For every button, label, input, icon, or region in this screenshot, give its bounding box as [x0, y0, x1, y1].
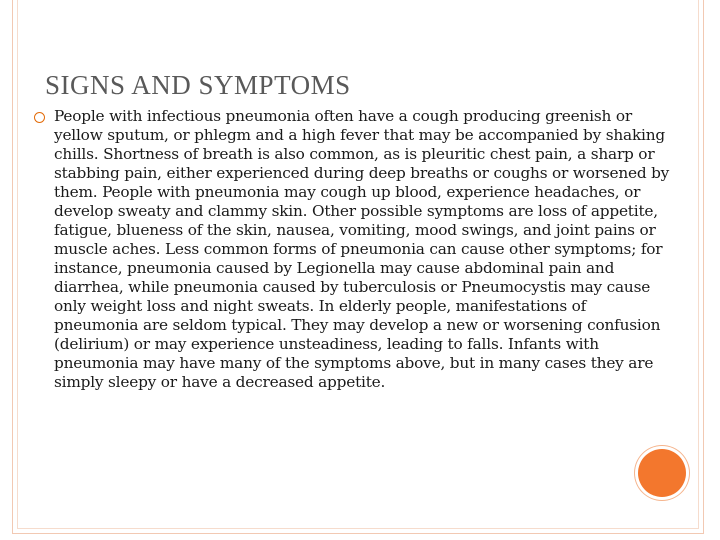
slide-title: SIGNS AND SYMPTOMS: [45, 70, 351, 100]
bullet-text: People with infectious pneumonia often have a cough producing greenish or yellow sputum, or phlegm and a high fever that may be accompanied by shaking chills. Shortness of breath is also common, as is pleuritic chest pain, a sharp or stabbing pain, either experienced during deep breaths or coughs or worsened by them. People with pneumonia may cough up blood, experience headaches, or develop sweaty and clammy skin. Other possible symptoms are loss of appetite, fatigue, blueness of the skin, nausea, vomiting, mood swings, and joint pains or muscle aches. Less common forms of pneumonia can cause other symptoms; for instance, pneumonia caused by Legionella may cause abdominal pain and diarrhea, while pneumonia caused by tuberculosis or Pneumocystis may cause only weight loss and night sweats. In elderly people, manifestations of pneumonia are seldom typical. They may develop a new or worsening confusion (delirium) or may experience unsteadiness, leading to falls. Infants with pneumonia may have many of the symptoms above, but in many cases they are simply sleepy or have a decreased appetite.: [54, 107, 670, 391]
bullet-ring-icon: [34, 112, 45, 123]
decorative-orb-icon: [638, 449, 686, 497]
